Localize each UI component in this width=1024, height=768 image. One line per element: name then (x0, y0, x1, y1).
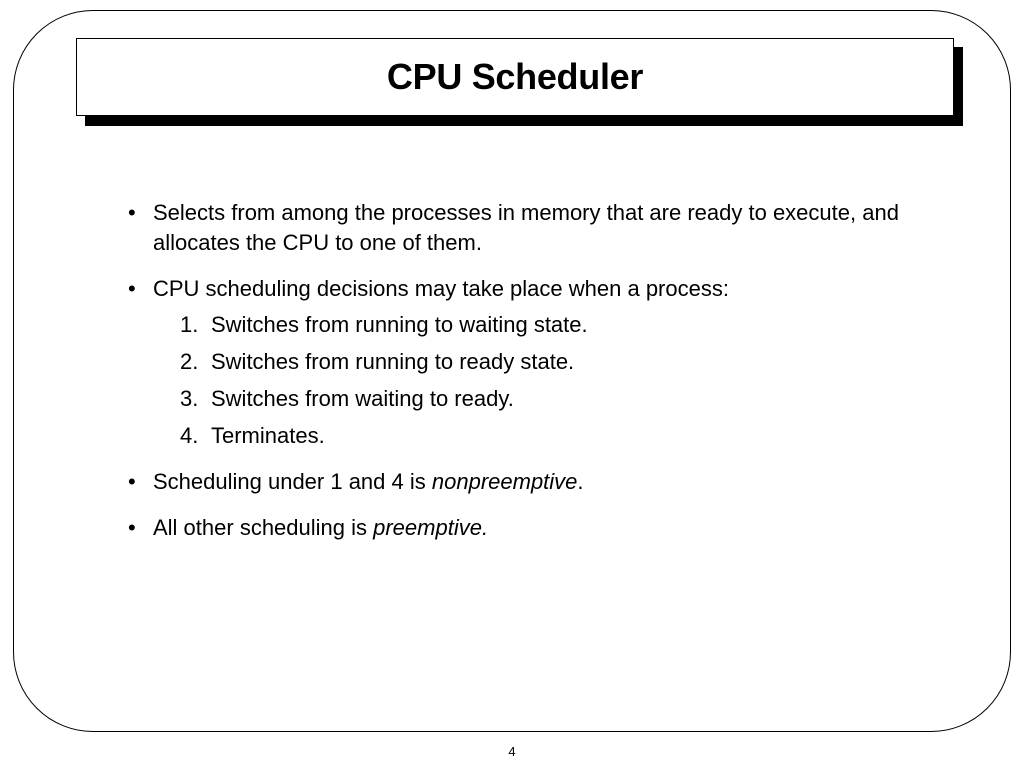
item-number: 3. (180, 386, 199, 411)
item-text: Switches from running to waiting state. (211, 312, 588, 337)
numbered-item-2 (153, 347, 945, 377)
emphasis-text: nonpreemptive (431, 469, 578, 494)
bullet-text: Scheduling under 1 and 4 is (153, 469, 432, 494)
item-text: Switches from running to ready state. (211, 349, 575, 374)
bullet-icon: • (128, 200, 136, 225)
numbered-list (153, 310, 945, 451)
bullet-text: All other scheduling is (153, 515, 374, 540)
bullet-text-end: . (577, 469, 584, 494)
bullet-text: CPU scheduling decisions may take place when a process: (153, 276, 729, 301)
bullet-icon: • (128, 469, 136, 494)
item-text: Switches from waiting to ready. (211, 386, 514, 411)
bullet-item-3 (125, 467, 945, 497)
bullet-item-4 (125, 513, 945, 543)
page-number: 4 (508, 744, 516, 759)
bullet-item-1 (125, 198, 945, 258)
numbered-item-3 (153, 384, 945, 414)
emphasis-text: preemptive. (373, 515, 489, 540)
item-number: 1. (180, 312, 199, 337)
slide-content (125, 198, 945, 559)
bullet-icon: • (128, 276, 136, 301)
bullet-text: Selects from among the processes in memory that are ready to execute, and allocates the CPU to one of them. (153, 200, 899, 255)
item-text: Terminates. (211, 423, 325, 448)
bullet-icon: • (128, 515, 136, 540)
numbered-item-4 (153, 421, 945, 451)
item-number: 2. (180, 349, 199, 374)
item-number: 4. (180, 423, 199, 448)
bullet-item-2 (125, 274, 945, 451)
slide-title: CPU Scheduler (386, 56, 644, 97)
numbered-item-1 (153, 310, 945, 340)
title-box (76, 38, 954, 116)
